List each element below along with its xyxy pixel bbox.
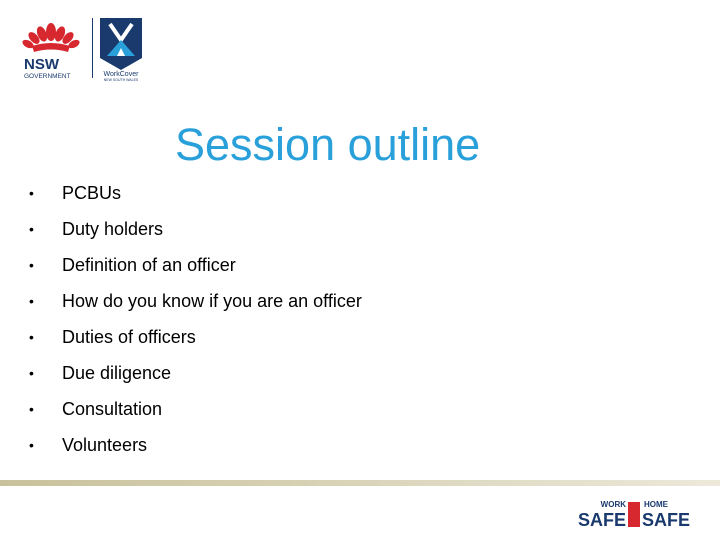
footer-logo-safe-left: SAFE [577, 510, 626, 529]
bullet-icon: • [29, 401, 34, 417]
workcover-logo-subtext: NEW SOUTH WALES [103, 78, 139, 82]
bullet-text: PCBUs [62, 183, 122, 203]
bullet-icon: • [29, 257, 34, 273]
bullet-icon: • [29, 329, 34, 345]
logo-divider [92, 18, 93, 78]
bullet-icon: • [29, 293, 34, 309]
bullet-icon: • [29, 185, 34, 201]
footer-logo-safe-right: SAFE [642, 510, 691, 529]
footer-logo-home: HOME [644, 500, 668, 509]
bullet-text: Duties of officers [62, 327, 196, 347]
bullet-text: Volunteers [62, 435, 148, 455]
bullet-icon: • [29, 365, 34, 381]
workcover-logo [96, 16, 146, 82]
nsw-logo-subtext: GOVERNMENT [24, 73, 71, 80]
slide-title: Session outline [175, 119, 481, 171]
bullet-icon: • [29, 437, 34, 453]
workcover-logo-text: WorkCover [103, 71, 139, 78]
bullet-text: Consultation [62, 399, 163, 419]
bullet-text: Duty holders [62, 219, 164, 239]
bullet-text: How do you know if you are an officer [62, 291, 362, 311]
nsw-logo-text: NSW [24, 56, 59, 73]
work-safe-home-safe-logo [576, 499, 696, 529]
bullet-icon: • [29, 221, 34, 237]
bullet-text: Due diligence [62, 363, 172, 383]
bullet-text: Definition of an officer [62, 255, 236, 275]
footer-divider [0, 480, 720, 486]
header-logos [18, 16, 148, 82]
footer-logo-work: WORK [600, 500, 626, 509]
nsw-government-logo [18, 16, 84, 82]
